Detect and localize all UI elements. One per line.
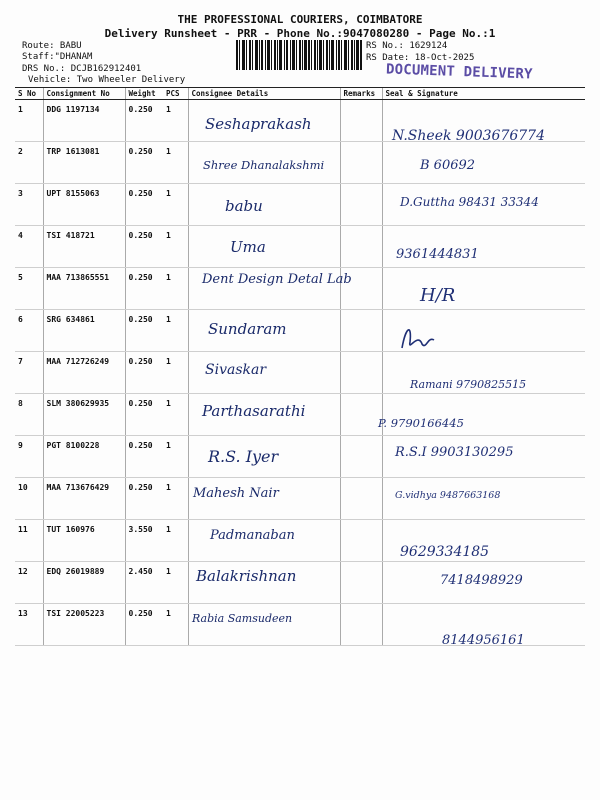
signature-handwriting: 9629334185 xyxy=(400,544,490,560)
consignment-cell: EDQ 26019889 xyxy=(43,562,125,604)
s-no-cell: 11 xyxy=(15,520,43,562)
consignee-handwriting: Mahesh Nair xyxy=(193,486,279,501)
pcs-cell: 1 xyxy=(163,268,188,310)
weight-cell: 0.250 xyxy=(125,478,163,520)
pcs-cell: 1 xyxy=(163,100,188,142)
s-no-cell: 13 xyxy=(15,604,43,646)
signature-handwriting: R.S.I 9903130295 xyxy=(395,445,514,460)
col-signature: Seal & Signature xyxy=(382,88,585,100)
consignee-handwriting: babu xyxy=(225,197,263,215)
table-row xyxy=(15,310,585,352)
consignee-handwriting: Dent Design Detal Lab xyxy=(202,272,352,287)
weight-cell: 2.450 xyxy=(125,562,163,604)
consignee-handwriting: Balakrishnan xyxy=(196,567,297,585)
consignee-handwriting: Rabia Samsudeen xyxy=(192,612,293,625)
signature-handwriting: 7418498929 xyxy=(440,573,523,588)
col-pcs: PCS xyxy=(163,88,188,100)
s-no-cell: 6 xyxy=(15,310,43,352)
rs-number: RS No.: 1629124 xyxy=(366,41,448,51)
signature-handwriting: N.Sheek 9003676774 xyxy=(392,128,545,144)
rs-date: RS Date: 18-Oct-2025 xyxy=(366,53,475,63)
consignee-handwriting: Seshaprakash xyxy=(205,115,312,133)
consignee-cell xyxy=(188,184,340,226)
remarks-cell xyxy=(340,226,382,268)
consignment-cell: TUT 160976 xyxy=(43,520,125,562)
consignee-handwriting: Uma xyxy=(230,238,266,256)
pcs-cell: 1 xyxy=(163,226,188,268)
weight-cell: 0.250 xyxy=(125,352,163,394)
weight-cell: 0.250 xyxy=(125,100,163,142)
col-remarks: Remarks xyxy=(340,88,382,100)
consignee-handwriting: Shree Dhanalakshmi xyxy=(203,158,325,172)
table-header-row xyxy=(15,88,585,100)
consignee-handwriting: Sivaskar xyxy=(205,362,267,378)
pcs-cell: 1 xyxy=(163,604,188,646)
signature-handwriting: P. 9790166445 xyxy=(378,416,464,430)
barcode xyxy=(236,40,362,70)
remarks-cell xyxy=(340,520,382,562)
consignment-cell: MAA 713676429 xyxy=(43,478,125,520)
remarks-cell xyxy=(340,352,382,394)
s-no-cell: 4 xyxy=(15,226,43,268)
table-row xyxy=(15,520,585,562)
consignee-handwriting: Parthasarathi xyxy=(202,402,306,420)
staff-label: Staff:"DHANAM xyxy=(22,52,93,62)
signature-handwriting: G.vidhya 9487663168 xyxy=(395,490,501,501)
consignment-cell: UPT 8155063 xyxy=(43,184,125,226)
table-row xyxy=(15,226,585,268)
s-no-cell: 9 xyxy=(15,436,43,478)
remarks-cell xyxy=(340,604,382,646)
consignment-cell: SLM 380629935 xyxy=(43,394,125,436)
col-consignment: Consignment No xyxy=(43,88,125,100)
weight-cell: 3.550 xyxy=(125,520,163,562)
runsheet-subtitle: Delivery Runsheet - PRR - Phone No.:9047080280 - Page No.:1 xyxy=(104,27,496,40)
remarks-cell xyxy=(340,184,382,226)
vehicle-label: Vehicle: Two Wheeler Delivery xyxy=(28,75,186,85)
consignment-cell: MAA 712726249 xyxy=(43,352,125,394)
signature-handwriting: Ramani 9790825515 xyxy=(410,378,527,391)
signature-handwriting: H/R xyxy=(420,285,456,306)
signature-cell xyxy=(382,142,585,184)
consignee-handwriting: Sundaram xyxy=(208,320,287,338)
weight-cell: 0.250 xyxy=(125,226,163,268)
pcs-cell: 1 xyxy=(163,520,188,562)
consignment-cell: SRG 634861 xyxy=(43,310,125,352)
pcs-cell: 1 xyxy=(163,394,188,436)
drs-number: DRS No.: DCJB162912401 xyxy=(22,64,142,74)
signature-handwriting: 8144956161 xyxy=(442,633,525,648)
col-consignee: Consignee Details xyxy=(188,88,340,100)
pcs-cell: 1 xyxy=(163,142,188,184)
signature-handwriting: 9361444831 xyxy=(396,247,479,262)
s-no-cell: 12 xyxy=(15,562,43,604)
weight-cell: 0.250 xyxy=(125,184,163,226)
signature-scribble xyxy=(398,322,438,354)
consignment-cell: PGT 8100228 xyxy=(43,436,125,478)
pcs-cell: 1 xyxy=(163,352,188,394)
col-sno: S No xyxy=(15,88,43,100)
consignment-cell: MAA 713865551 xyxy=(43,268,125,310)
company-title: THE PROFESSIONAL COURIERS, COIMBATORE xyxy=(177,13,423,26)
pcs-cell: 1 xyxy=(163,562,188,604)
weight-cell: 0.250 xyxy=(125,394,163,436)
s-no-cell: 10 xyxy=(15,478,43,520)
weight-cell: 0.250 xyxy=(125,268,163,310)
s-no-cell: 1 xyxy=(15,100,43,142)
document-delivery-stamp: DOCUMENT DELIVERY xyxy=(385,61,533,83)
consignment-cell: TRP 1613081 xyxy=(43,142,125,184)
remarks-cell xyxy=(340,310,382,352)
s-no-cell: 8 xyxy=(15,394,43,436)
weight-cell: 0.250 xyxy=(125,142,163,184)
route-label: Route: BABU xyxy=(22,41,82,51)
pcs-cell: 1 xyxy=(163,436,188,478)
consignment-cell: DDG 1197134 xyxy=(43,100,125,142)
weight-cell: 0.250 xyxy=(125,604,163,646)
consignment-cell: TSI 22005223 xyxy=(43,604,125,646)
remarks-cell xyxy=(340,562,382,604)
weight-cell: 0.250 xyxy=(125,436,163,478)
signature-handwriting: B 60692 xyxy=(420,158,476,173)
signature-handwriting: D.Guttha 98431 33344 xyxy=(400,195,539,209)
pcs-cell: 1 xyxy=(163,184,188,226)
remarks-cell xyxy=(340,100,382,142)
s-no-cell: 2 xyxy=(15,142,43,184)
signature-cell xyxy=(382,268,585,310)
col-weight: Weight xyxy=(125,88,163,100)
weight-cell: 0.250 xyxy=(125,310,163,352)
pcs-cell: 1 xyxy=(163,310,188,352)
s-no-cell: 7 xyxy=(15,352,43,394)
consignment-cell: TSI 418721 xyxy=(43,226,125,268)
consignee-handwriting: Padmanaban xyxy=(210,528,295,543)
remarks-cell xyxy=(340,478,382,520)
s-no-cell: 3 xyxy=(15,184,43,226)
remarks-cell xyxy=(340,436,382,478)
pcs-cell: 1 xyxy=(163,478,188,520)
consignee-handwriting: R.S. Iyer xyxy=(208,447,279,466)
s-no-cell: 5 xyxy=(15,268,43,310)
remarks-cell xyxy=(340,394,382,436)
